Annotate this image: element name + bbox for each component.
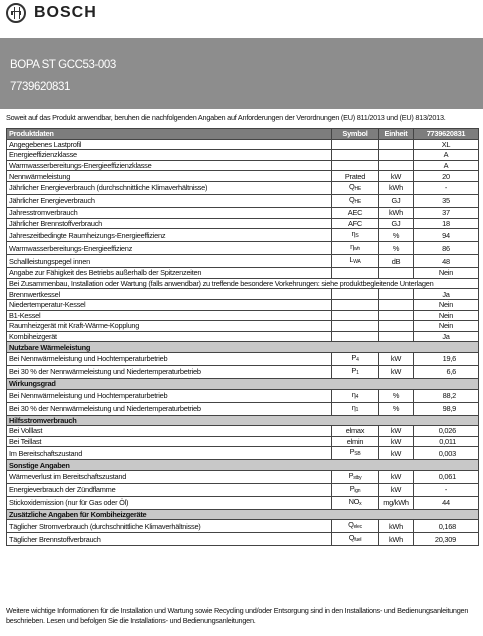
row-unit: mg/kWh bbox=[379, 496, 414, 509]
row-symbol bbox=[332, 483, 379, 496]
row-unit: kW bbox=[379, 171, 414, 182]
row-label: Angabe zur Fähigkeit des Betriebs außerhalb der Spitzenzeiten bbox=[7, 268, 332, 279]
table-row bbox=[7, 436, 479, 447]
row-symbol bbox=[332, 447, 379, 460]
row-symbol bbox=[332, 331, 379, 342]
symbol-subscript: S bbox=[355, 233, 359, 240]
row-value: Ja bbox=[414, 289, 479, 300]
row-value: 37 bbox=[414, 207, 479, 218]
row-symbol bbox=[332, 321, 379, 332]
symbol-text: η bbox=[351, 229, 356, 239]
row-symbol bbox=[332, 289, 379, 300]
symbol-text: Q bbox=[349, 181, 355, 191]
section-title: Zusätzliche Angaben für Kombiheizgeräte bbox=[7, 509, 479, 520]
symbol-text: Q bbox=[349, 194, 355, 204]
row-value: 19,6 bbox=[414, 352, 479, 365]
row-unit bbox=[379, 289, 414, 300]
brand-bar bbox=[0, 0, 483, 26]
row-label: Warmwasserbereitungs-Energieeffizienzklasse bbox=[7, 160, 332, 171]
row-unit bbox=[379, 139, 414, 150]
row-symbol bbox=[332, 402, 379, 415]
row-symbol bbox=[332, 229, 379, 242]
row-symbol bbox=[332, 194, 379, 207]
table-row bbox=[7, 242, 479, 255]
row-unit: dB bbox=[379, 255, 414, 268]
symbol-subscript: fuel bbox=[354, 537, 362, 544]
table-row bbox=[7, 229, 479, 242]
symbol-text: AEC bbox=[347, 208, 363, 218]
row-unit bbox=[379, 268, 414, 279]
symbol-subscript: HE bbox=[354, 185, 361, 192]
row-symbol bbox=[332, 218, 379, 229]
row-label: Wärmeverlust im Bereitschaftszustand bbox=[7, 470, 332, 483]
product-code: 7739620831 bbox=[10, 81, 70, 93]
row-value: 0,061 bbox=[414, 470, 479, 483]
symbol-text: NO bbox=[348, 496, 360, 506]
table-row bbox=[7, 299, 479, 310]
row-value: 48 bbox=[414, 255, 479, 268]
row-value: 0,003 bbox=[414, 447, 479, 460]
row-label: Bei Nennwärmeleistung und Hochtemperaturbetrieb bbox=[7, 389, 332, 402]
row-unit: kWh bbox=[379, 520, 414, 533]
row-value: Nein bbox=[414, 268, 479, 279]
footer-note: Weitere wichtige Informationen für die Installation und Wartung sowie Recycling und/oder Entsorgung sind in den Installations- und Bedienungsanleitungen beschrieben. Lesen und befolgen Sie die Installations- und Bedienungsanleitungen. bbox=[6, 606, 469, 625]
row-value: Nein bbox=[414, 299, 479, 310]
header-symbol: Symbol bbox=[332, 129, 379, 140]
row-unit bbox=[379, 299, 414, 310]
row-value: Nein bbox=[414, 321, 479, 332]
row-symbol bbox=[332, 181, 379, 194]
row-symbol bbox=[332, 207, 379, 218]
row-value: 44 bbox=[414, 496, 479, 509]
row-value: 0,011 bbox=[414, 436, 479, 447]
table-row bbox=[7, 470, 479, 483]
table-row bbox=[7, 331, 479, 342]
symbol-subscript: stby bbox=[353, 474, 362, 481]
section-title: Nutzbare Wärmeleistung bbox=[7, 342, 479, 353]
row-label: Täglicher Stromverbrauch (durchschnittliche Klimaverhältnisse) bbox=[7, 520, 332, 533]
section-row bbox=[7, 415, 479, 426]
row-label: Warmwasserbereitungs-Energieeffizienz bbox=[7, 242, 332, 255]
product-model: BOPA ST GCC53-003 bbox=[10, 59, 116, 71]
symbol-text: P bbox=[349, 483, 355, 493]
row-unit: kW bbox=[379, 470, 414, 483]
row-symbol bbox=[332, 160, 379, 171]
symbol-text: AFC bbox=[347, 218, 363, 228]
intro-text: Soweit auf das Produkt anwendbar, beruhen die nachfolgenden Angaben auf Anforderungen der Verordnungen (EU) 811/2013 und (EU) 813/2013. bbox=[6, 113, 446, 122]
row-label: Brennwertkessel bbox=[7, 289, 332, 300]
row-value: A bbox=[414, 150, 479, 161]
header-value: 7739620831 bbox=[414, 129, 479, 140]
bosch-logo-icon bbox=[6, 3, 26, 23]
symbol-text: η bbox=[351, 402, 356, 412]
table-header-row bbox=[7, 129, 479, 140]
row-value: Nein bbox=[414, 310, 479, 321]
symbol-subscript: WA bbox=[353, 259, 361, 266]
table-row bbox=[7, 352, 479, 365]
row-label: Bei 30 % der Nennwärmeleistung und Niedertemperaturbetrieb bbox=[7, 365, 332, 378]
row-label: Energieverbrauch der Zündflamme bbox=[7, 483, 332, 496]
row-unit: % bbox=[379, 389, 414, 402]
symbol-text: elmin bbox=[346, 436, 364, 446]
symbol-text: P bbox=[348, 470, 354, 480]
row-label: Jahresstromverbrauch bbox=[7, 207, 332, 218]
row-value: A bbox=[414, 160, 479, 171]
table-row bbox=[7, 389, 479, 402]
row-unit: kWh bbox=[379, 181, 414, 194]
table-row bbox=[7, 268, 479, 279]
row-symbol bbox=[332, 520, 379, 533]
row-value: 18 bbox=[414, 218, 479, 229]
table-row bbox=[7, 171, 479, 182]
row-unit: % bbox=[379, 402, 414, 415]
row-symbol bbox=[332, 496, 379, 509]
row-label: Täglicher Brennstoffverbrauch bbox=[7, 533, 332, 546]
symbol-text: Prated bbox=[344, 171, 366, 181]
table-row bbox=[7, 447, 479, 460]
row-symbol bbox=[332, 389, 379, 402]
row-unit: kW bbox=[379, 352, 414, 365]
row-label: Niedertemperatur-Kessel bbox=[7, 299, 332, 310]
row-unit bbox=[379, 310, 414, 321]
row-symbol bbox=[332, 139, 379, 150]
row-symbol bbox=[332, 268, 379, 279]
row-value: 98,9 bbox=[414, 402, 479, 415]
table-row bbox=[7, 402, 479, 415]
table-row bbox=[7, 483, 479, 496]
row-symbol bbox=[332, 533, 379, 546]
table-row bbox=[7, 255, 479, 268]
symbol-text: η bbox=[350, 242, 354, 252]
section-title: Hilfsstromverbrauch bbox=[7, 415, 479, 426]
row-symbol bbox=[332, 365, 379, 378]
symbol-text: η bbox=[351, 389, 356, 399]
row-symbol bbox=[332, 150, 379, 161]
table-row bbox=[7, 310, 479, 321]
table-row bbox=[7, 139, 479, 150]
table-row bbox=[7, 496, 479, 509]
row-label: Bei 30 % der Nennwärmeleistung und Niedertemperaturbetrieb bbox=[7, 402, 332, 415]
table-row bbox=[7, 194, 479, 207]
symbol-text: elmax bbox=[345, 426, 365, 436]
row-value: - bbox=[414, 181, 479, 194]
row-unit bbox=[379, 331, 414, 342]
row-unit: kW bbox=[379, 426, 414, 437]
row-label: Raumheizgerät mit Kraft-Wärme-Kopplung bbox=[7, 321, 332, 332]
header-unit: Einheit bbox=[379, 129, 414, 140]
header-product-data: Produktdaten bbox=[7, 129, 332, 140]
symbol-subscript: x bbox=[359, 500, 362, 507]
section-row bbox=[7, 509, 479, 520]
brand-name: BOSCH bbox=[34, 4, 97, 21]
row-value: 6,6 bbox=[414, 365, 479, 378]
symbol-subscript: HE bbox=[354, 198, 361, 205]
symbol-subscript: wh bbox=[353, 246, 360, 253]
row-unit: kW bbox=[379, 447, 414, 460]
product-data-table bbox=[6, 128, 479, 546]
row-value: Ja bbox=[414, 331, 479, 342]
section-row bbox=[7, 342, 479, 353]
row-symbol bbox=[332, 299, 379, 310]
row-symbol bbox=[332, 242, 379, 255]
row-unit: % bbox=[379, 242, 414, 255]
row-unit: kWh bbox=[379, 207, 414, 218]
symbol-subscript: elec bbox=[353, 524, 362, 531]
row-value: 0,168 bbox=[414, 520, 479, 533]
section-title: Sonstige Angaben bbox=[7, 460, 479, 471]
symbol-text: P bbox=[351, 365, 357, 375]
row-unit bbox=[379, 321, 414, 332]
row-label: Bei Volllast bbox=[7, 426, 332, 437]
note-text: Bei Zusammenbau, Installation oder Wartung (falls anwendbar) zu treffende besondere Vorkehrungen: siehe produktbegleitende Unterlagen bbox=[7, 278, 479, 289]
table-row bbox=[7, 160, 479, 171]
row-label: B1-Kessel bbox=[7, 310, 332, 321]
symbol-text: L bbox=[349, 255, 354, 265]
row-value: 0,026 bbox=[414, 426, 479, 437]
row-unit: % bbox=[379, 229, 414, 242]
symbol-subscript: 4 bbox=[356, 356, 359, 363]
table-row bbox=[7, 289, 479, 300]
row-label: Schallleistungspegel innen bbox=[7, 255, 332, 268]
row-unit: kW bbox=[379, 365, 414, 378]
symbol-subscript: 4 bbox=[355, 393, 359, 400]
table-row bbox=[7, 218, 479, 229]
row-value: 88,2 bbox=[414, 389, 479, 402]
symbol-text: P bbox=[349, 447, 355, 457]
row-unit: kW bbox=[379, 436, 414, 447]
row-label: Stickoxidemission (nur für Gas oder Öl) bbox=[7, 496, 332, 509]
row-symbol bbox=[332, 470, 379, 483]
row-label: Jahreszeitbedingte Raumheizungs-Energieeffizienz bbox=[7, 229, 332, 242]
row-label: Jährlicher Energieverbrauch (durchschnittliche Klimaverhältnisse) bbox=[7, 181, 332, 194]
row-unit bbox=[379, 150, 414, 161]
table-row bbox=[7, 533, 479, 546]
row-symbol bbox=[332, 310, 379, 321]
row-label: Bei Teillast bbox=[7, 436, 332, 447]
table-row bbox=[7, 321, 479, 332]
row-symbol bbox=[332, 352, 379, 365]
row-value: 94 bbox=[414, 229, 479, 242]
row-value: 35 bbox=[414, 194, 479, 207]
table-row bbox=[7, 426, 479, 437]
table-row bbox=[7, 150, 479, 161]
row-unit bbox=[379, 160, 414, 171]
table-row bbox=[7, 181, 479, 194]
row-label: Jährlicher Energieverbrauch bbox=[7, 194, 332, 207]
row-label: Energieeffizienzklasse bbox=[7, 150, 332, 161]
section-row bbox=[7, 460, 479, 471]
note-row bbox=[7, 278, 479, 289]
row-value: XL bbox=[414, 139, 479, 150]
row-unit: GJ bbox=[379, 218, 414, 229]
symbol-subscript: 1 bbox=[355, 406, 359, 413]
row-label: Im Bereitschaftszustand bbox=[7, 447, 332, 460]
row-label: Angegebenes Lastprofil bbox=[7, 139, 332, 150]
section-row bbox=[7, 378, 479, 389]
row-unit: GJ bbox=[379, 194, 414, 207]
symbol-text: P bbox=[351, 352, 357, 362]
table-row bbox=[7, 520, 479, 533]
symbol-subscript: ign bbox=[354, 487, 361, 494]
table-row bbox=[7, 207, 479, 218]
row-value: 20,309 bbox=[414, 533, 479, 546]
row-label: Kombiheizgerät bbox=[7, 331, 332, 342]
row-unit: kW bbox=[379, 483, 414, 496]
row-label: Jährlicher Brennstoffverbrauch bbox=[7, 218, 332, 229]
product-header bbox=[0, 38, 483, 109]
table-body bbox=[7, 139, 479, 546]
section-title: Wirkungsgrad bbox=[7, 378, 479, 389]
row-unit: kWh bbox=[379, 533, 414, 546]
symbol-subscript: SB bbox=[354, 451, 361, 458]
row-label: Bei Nennwärmeleistung und Hochtemperaturbetrieb bbox=[7, 352, 332, 365]
row-symbol bbox=[332, 171, 379, 182]
row-value: 20 bbox=[414, 171, 479, 182]
row-symbol bbox=[332, 255, 379, 268]
symbol-text: Q bbox=[348, 520, 354, 530]
symbol-subscript: 1 bbox=[356, 369, 359, 376]
row-value: - bbox=[414, 483, 479, 496]
row-label: Nennwärmeleistung bbox=[7, 171, 332, 182]
table-row bbox=[7, 365, 479, 378]
symbol-text: Q bbox=[348, 533, 355, 543]
row-symbol bbox=[332, 436, 379, 447]
row-value: 86 bbox=[414, 242, 479, 255]
row-symbol bbox=[332, 426, 379, 437]
